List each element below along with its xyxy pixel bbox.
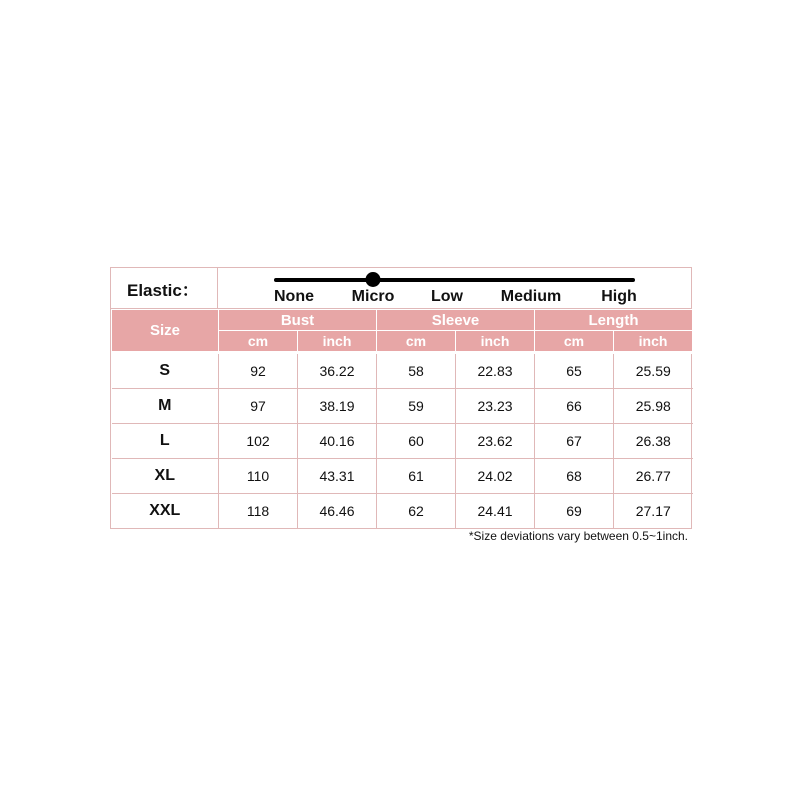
table-cell: 26.38 bbox=[614, 424, 693, 459]
table-cell: 25.98 bbox=[614, 389, 693, 424]
table-cell: 62 bbox=[377, 494, 456, 529]
unit-header: cm bbox=[377, 331, 456, 353]
elastic-level-medium: Medium bbox=[500, 288, 562, 305]
table-cell: 23.23 bbox=[456, 389, 535, 424]
table-cell: 25.59 bbox=[614, 353, 693, 389]
table-row bbox=[112, 459, 693, 494]
table-cell: 40.16 bbox=[298, 424, 377, 459]
table-row bbox=[112, 424, 693, 459]
unit-header: inch bbox=[456, 331, 535, 353]
unit-header: inch bbox=[614, 331, 693, 353]
table-cell: 36.22 bbox=[298, 353, 377, 389]
unit-header: cm bbox=[219, 331, 298, 353]
table-cell: 38.19 bbox=[298, 389, 377, 424]
table-cell: 22.83 bbox=[456, 353, 535, 389]
elastic-level-none: None bbox=[274, 288, 314, 305]
table-cell: 97 bbox=[219, 389, 298, 424]
table-cell: 43.31 bbox=[298, 459, 377, 494]
elastic-label: Elastic： bbox=[111, 268, 218, 308]
table-cell: 23.62 bbox=[456, 424, 535, 459]
sleeve-header: Sleeve bbox=[377, 310, 535, 331]
table-row bbox=[112, 494, 693, 529]
table-cell: 118 bbox=[219, 494, 298, 529]
size-cell: L bbox=[112, 424, 219, 459]
bust-header: Bust bbox=[219, 310, 377, 331]
size-chart bbox=[110, 267, 692, 529]
elastic-level-micro: Micro bbox=[351, 288, 395, 305]
table-cell: 58 bbox=[377, 353, 456, 389]
elastic-scale-track bbox=[274, 278, 635, 282]
table-cell: 60 bbox=[377, 424, 456, 459]
table-cell: 24.02 bbox=[456, 459, 535, 494]
table-cell: 27.17 bbox=[614, 494, 693, 529]
elastic-scale bbox=[218, 268, 691, 308]
table-cell: 61 bbox=[377, 459, 456, 494]
elastic-scale-marker bbox=[366, 272, 381, 287]
elastic-level-high: High bbox=[601, 288, 637, 305]
size-cell: XL bbox=[112, 459, 219, 494]
size-header: Size bbox=[112, 310, 219, 353]
size-cell: M bbox=[112, 389, 219, 424]
table-cell: 66 bbox=[535, 389, 614, 424]
table-cell: 110 bbox=[219, 459, 298, 494]
table-cell: 46.46 bbox=[298, 494, 377, 529]
table-cell: 69 bbox=[535, 494, 614, 529]
size-table bbox=[111, 309, 693, 528]
length-header: Length bbox=[535, 310, 693, 331]
table-cell: 24.41 bbox=[456, 494, 535, 529]
table-cell: 92 bbox=[219, 353, 298, 389]
table-cell: 65 bbox=[535, 353, 614, 389]
size-cell: XXL bbox=[112, 494, 219, 529]
table-row bbox=[112, 353, 693, 389]
table-cell: 59 bbox=[377, 389, 456, 424]
table-cell: 67 bbox=[535, 424, 614, 459]
elastic-row bbox=[111, 268, 691, 309]
unit-header: inch bbox=[298, 331, 377, 353]
table-cell: 102 bbox=[219, 424, 298, 459]
size-deviation-note: *Size deviations vary between 0.5~1inch. bbox=[468, 529, 688, 543]
elastic-level-low: Low bbox=[431, 288, 463, 305]
size-cell: S bbox=[112, 353, 219, 389]
unit-header: cm bbox=[535, 331, 614, 353]
table-row bbox=[112, 389, 693, 424]
table-cell: 68 bbox=[535, 459, 614, 494]
table-cell: 26.77 bbox=[614, 459, 693, 494]
